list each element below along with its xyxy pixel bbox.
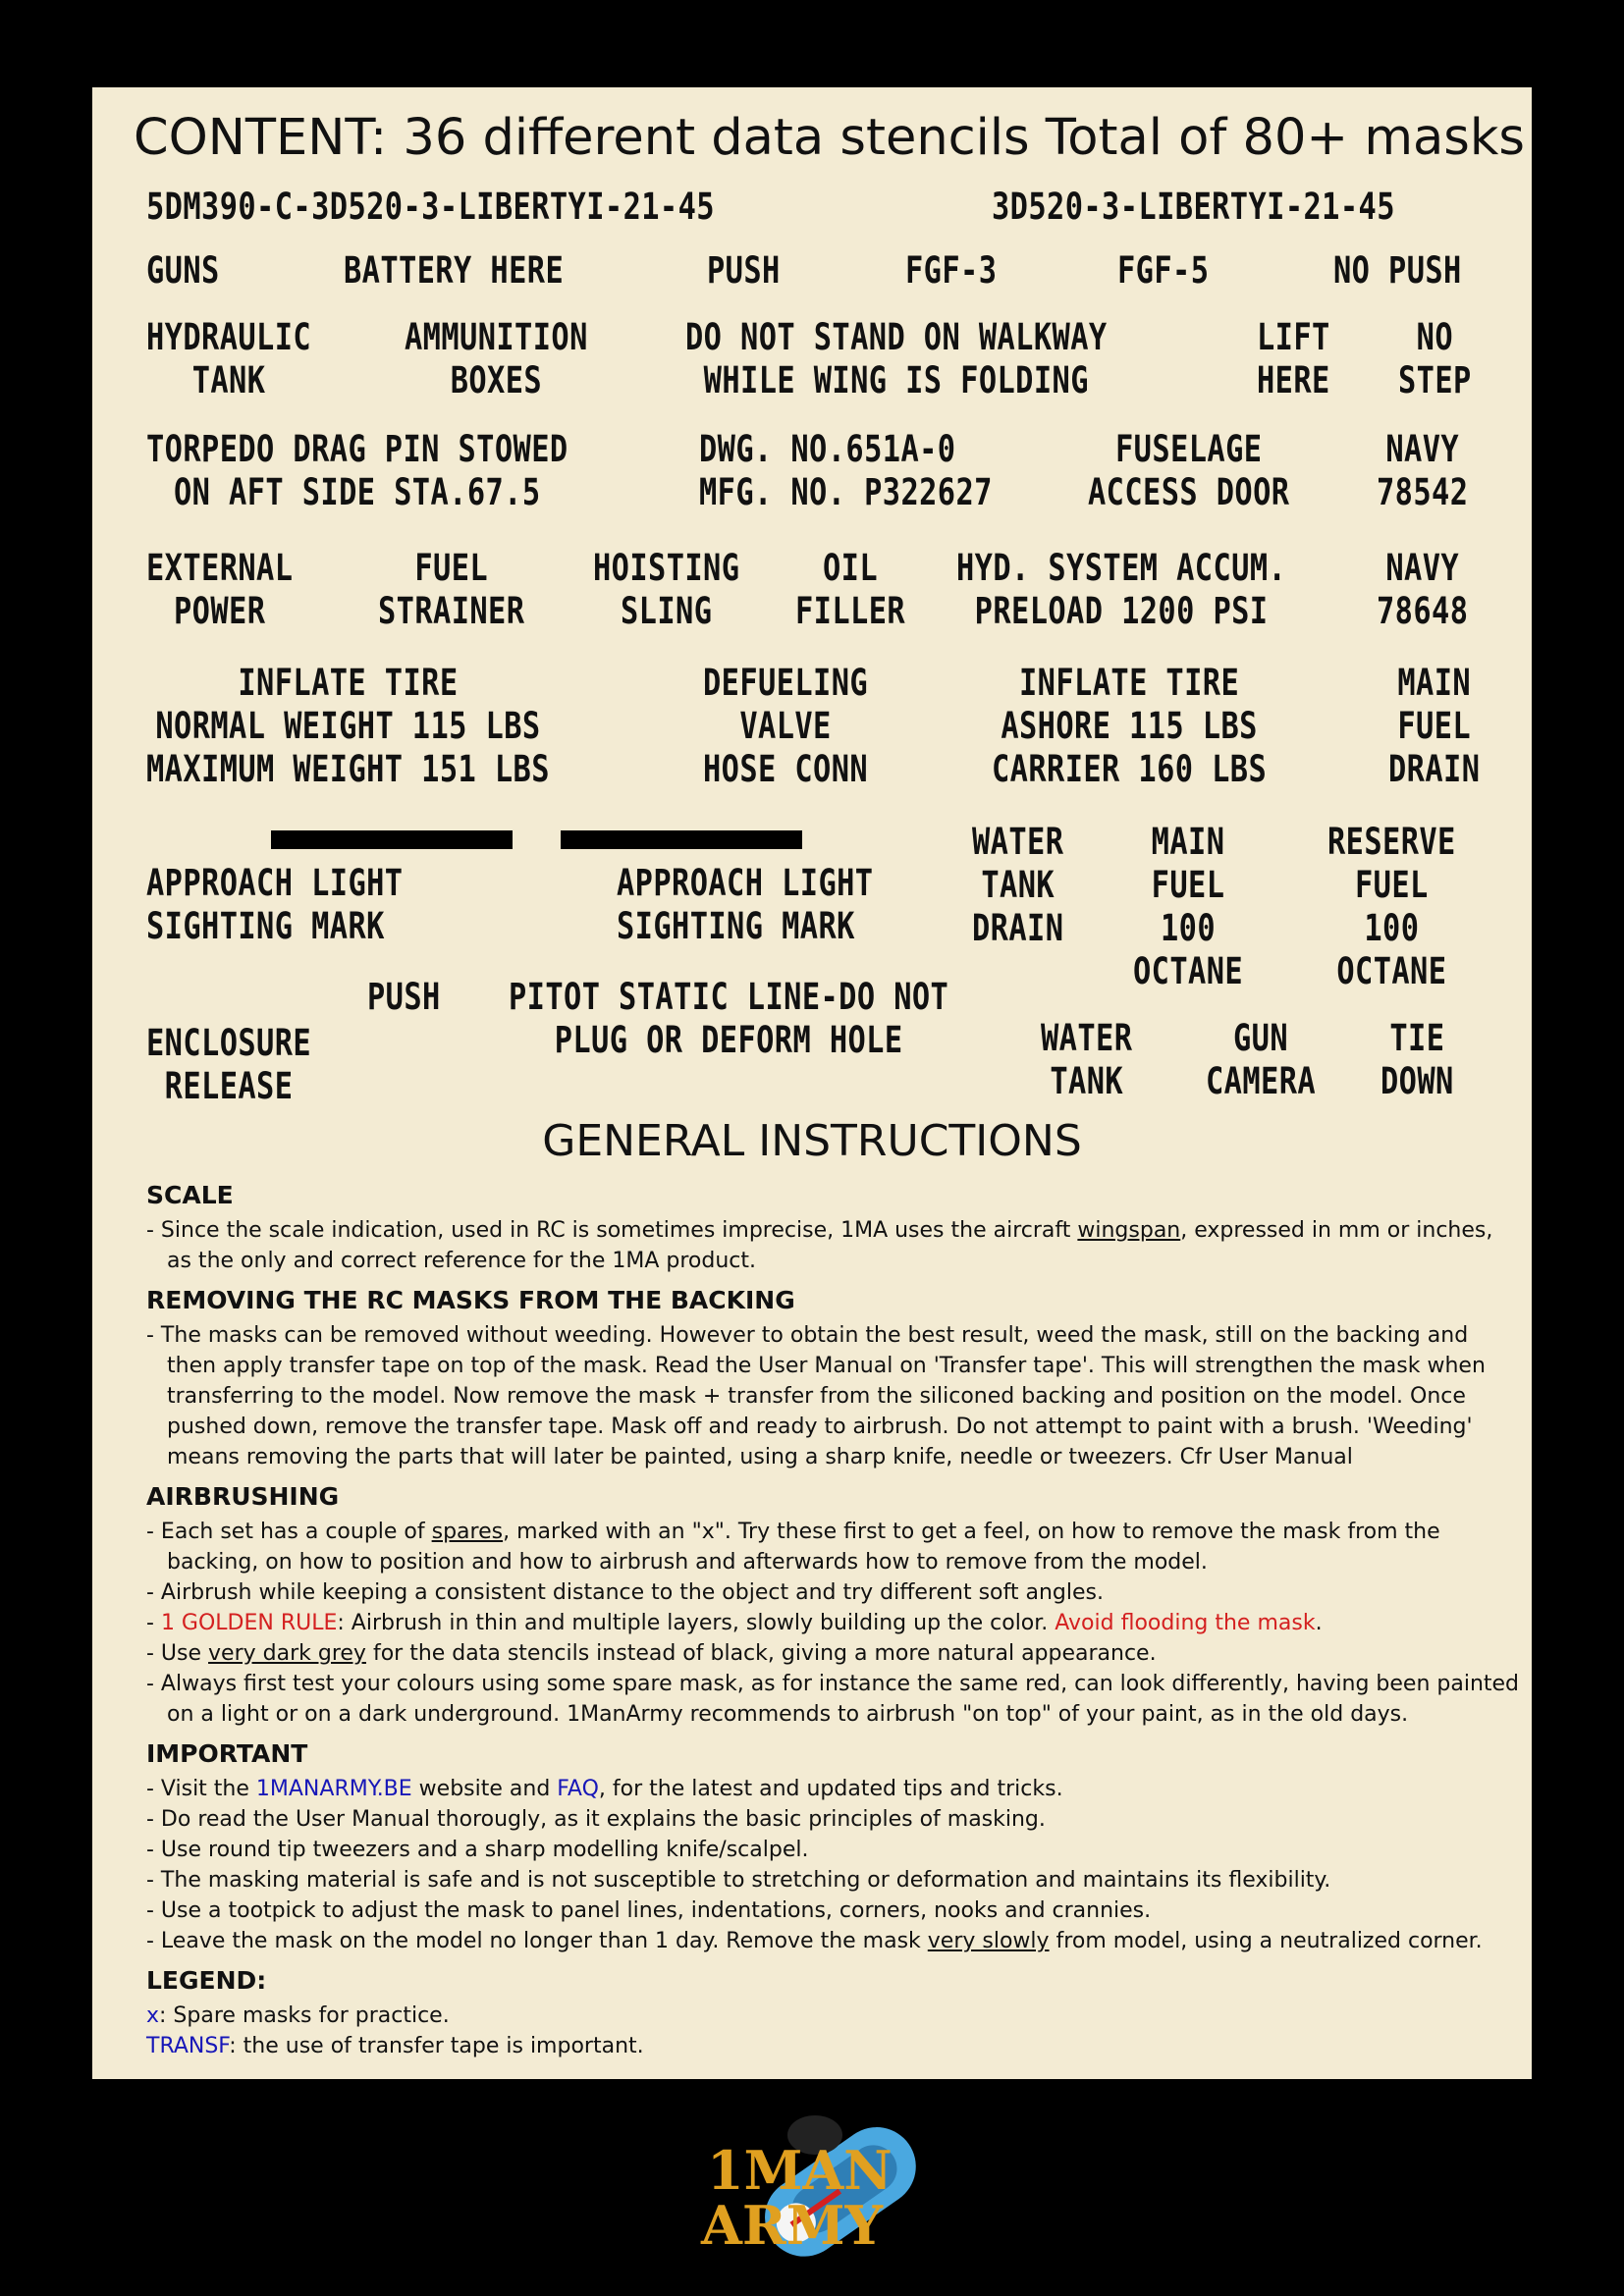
removing-heading: REMOVING THE RC MASKS FROM THE BACKING bbox=[146, 1286, 795, 1314]
website-link[interactable]: 1MANARMY.BE bbox=[255, 1777, 412, 1801]
stencil-engine-short: 3D520-3-LIBERTYI-21-45 bbox=[992, 186, 1395, 228]
stencil-main-fuel-drain: MAIN FUEL DRAIN bbox=[1388, 662, 1481, 790]
stencil-inflate-tire-ashore: INFLATE TIRE ASHORE 115 LBS CARRIER 160 LBS bbox=[992, 662, 1268, 790]
legend-heading: LEGEND: bbox=[146, 1966, 267, 1995]
stencil-ammunition-boxes: AMMUNITION BOXES bbox=[405, 316, 588, 401]
stencil-external-power: EXTERNAL POWER bbox=[146, 547, 294, 632]
legend-item-spare: x: Spare masks for practice. bbox=[146, 2003, 450, 2028]
stencil-hoisting-sling: HOISTING SLING bbox=[593, 547, 740, 632]
stencil-water-tank: WATER TANK bbox=[1041, 1017, 1133, 1102]
stencil-water-tank-drain: WATER TANK DRAIN bbox=[972, 821, 1064, 949]
stencil-fuselage-access-door: FUSELAGE ACCESS DOOR bbox=[1088, 428, 1290, 513]
important-item-tools: - Use round tip tweezers and a sharp modelling knife/scalpel. bbox=[146, 1838, 809, 1862]
important-heading: IMPORTANT bbox=[146, 1739, 308, 1768]
stencil-oil-filler: OIL FILLER bbox=[795, 547, 906, 632]
stencil-torpedo-drag-pin: TORPEDO DRAG PIN STOWED ON AFT SIDE STA.67.5 bbox=[146, 428, 568, 513]
stencil-engine-full: 5DM390-C-3D520-3-LIBERTYI-21-45 bbox=[146, 186, 715, 228]
stencil-do-not-stand: DO NOT STAND ON WALKWAY WHILE WING IS FOLDING bbox=[685, 316, 1108, 401]
stencil-pitot-static: PITOT STATIC LINE-DO NOT PLUG OR DEFORM HOLE bbox=[509, 976, 949, 1061]
stencil-fuel-strainer: FUEL STRAINER bbox=[378, 547, 525, 632]
stencil-main-fuel-100: MAIN FUEL 100 OCTANE bbox=[1133, 821, 1244, 992]
stencil-push: PUSH bbox=[707, 249, 781, 292]
instruction-sheet bbox=[92, 87, 1532, 2079]
content-title: CONTENT: 36 different data stencils Total of 80+ masks bbox=[134, 109, 1525, 167]
legend-item-transfer: TRANSF: the use of transfer tape is important. bbox=[146, 2034, 644, 2058]
1manarmy-logo bbox=[697, 2101, 952, 2277]
stencil-battery-here: BATTERY HERE bbox=[344, 249, 565, 292]
airbrushing-item-golden-rule: - 1 GOLDEN RULE: Airbrush in thin and multiple layers, slowly building up the color. Avoid flooding the mask. bbox=[146, 1611, 1323, 1635]
scale-heading: SCALE bbox=[146, 1181, 234, 1209]
important-item-visit: - Visit the 1MANARMY.BE website and FAQ, for the latest and updated tips and tricks. bbox=[146, 1777, 1063, 1801]
stencil-no-push: NO PUSH bbox=[1333, 249, 1462, 292]
stencil-fgf-5: FGF-5 bbox=[1117, 249, 1210, 292]
stencil-hyd-system: HYD. SYSTEM ACCUM. PRELOAD 1200 PSI bbox=[956, 547, 1287, 632]
instructions-body bbox=[146, 1171, 1521, 2061]
logo-graphic bbox=[697, 2101, 952, 2277]
stencil-tie-down: TIE DOWN bbox=[1380, 1017, 1454, 1102]
stencil-inflate-tire-weight: INFLATE TIRE NORMAL WEIGHT 115 LBS MAXIMUM WEIGHT 151 LBS bbox=[146, 662, 550, 790]
general-instructions-title: GENERAL INSTRUCTIONS bbox=[542, 1116, 1082, 1166]
important-item-manual: - Do read the User Manual thorougly, as it explains the basic principles of masking. bbox=[146, 1807, 1046, 1832]
stencil-dwg-mfg: DWG. NO.651A-0 MFG. NO. P322627 bbox=[699, 428, 993, 513]
stencil-navy-78542: NAVY 78542 bbox=[1377, 428, 1469, 513]
stencil-lift-here: LIFT HERE bbox=[1257, 316, 1330, 401]
stencil-enclosure-release: ENCLOSURE RELEASE bbox=[146, 1022, 312, 1107]
logo-text-line2: ARMY bbox=[701, 2194, 884, 2257]
sighting-bar-left bbox=[271, 830, 513, 849]
airbrushing-item-test-colours: - Always first test your colours using some spare mask, as for instance the same red, can look differently, having been painted on a light or on a dark underground. 1ManArmy recommends to airbrush "on top" of your paint, as in the old days. bbox=[146, 1672, 1520, 1727]
airbrushing-item-dark-grey: - Use very dark grey for the data stencils instead of black, giving a more natural appearance. bbox=[146, 1641, 1157, 1666]
stencil-reserve-fuel-100: RESERVE FUEL 100 OCTANE bbox=[1327, 821, 1456, 992]
stencil-navy-78648: NAVY 78648 bbox=[1377, 547, 1469, 632]
sighting-bar-right bbox=[561, 830, 802, 849]
stencil-hydraulic-tank: HYDRAULIC TANK bbox=[146, 316, 312, 401]
removing-text: - The masks can be removed without weeding. However to obtain the best result, weed the mask, still on the backing and then apply transfer tape on top of the mask. Read the User Manual on 'Transfer tape'. This will strengthen the mask when transferring to the model. Now remove the mask + transfer from the siliconed backing and position on the model. Once pushed down, remove the transfer tape. Mask off and ready to airbrush. Do not attempt to paint with a brush. 'Weeding' means removing the parts that will later be painted, using a sharp knife, needle or tweezers. Cfr User Manual bbox=[146, 1323, 1486, 1469]
stencil-defueling-valve: DEFUELING VALVE HOSE CONN bbox=[703, 662, 869, 790]
stencil-no-step: NO STEP bbox=[1398, 316, 1472, 401]
stencil-fgf-3: FGF-3 bbox=[905, 249, 998, 292]
airbrushing-heading: AIRBRUSHING bbox=[146, 1482, 340, 1511]
stencil-gun-camera: GUN CAMERA bbox=[1206, 1017, 1317, 1102]
faq-link[interactable]: FAQ bbox=[557, 1777, 599, 1801]
logo-text-line1: 1MAN bbox=[707, 2139, 893, 2202]
airbrushing-item-spares: - Each set has a couple of spares, marked with an "x". Try these first to get a feel, on how to remove the mask from the backing, on how to position and how to airbrush and afterwards how to remove from the model. bbox=[146, 1520, 1440, 1575]
important-item-toothpick: - Use a tootpick to adjust the mask to panel lines, indentations, corners, nooks and crannies. bbox=[146, 1898, 1152, 1923]
scale-text: - Since the scale indication, used in RC is sometimes imprecise, 1MA uses the aircraft wingspan, expressed in mm or inches, as the only and correct reference for the 1MA product. bbox=[146, 1218, 1493, 1273]
stencil-approach-light-1: APPROACH LIGHT SIGHTING MARK bbox=[146, 862, 404, 947]
important-item-remove: - Leave the mask on the model no longer than 1 day. Remove the mask very slowly from model, using a neutralized corner. bbox=[146, 1929, 1483, 1953]
airbrushing-item-distance: - Airbrush while keeping a consistent distance to the object and try different soft angles. bbox=[146, 1580, 1104, 1605]
stencil-guns: GUNS bbox=[146, 249, 220, 292]
important-item-material: - The masking material is safe and is not susceptible to stretching or deformation and maintains its flexibility. bbox=[146, 1868, 1331, 1893]
stencil-push-enclosure: PUSH bbox=[367, 976, 441, 1018]
stencil-approach-light-2: APPROACH LIGHT SIGHTING MARK bbox=[617, 862, 874, 947]
